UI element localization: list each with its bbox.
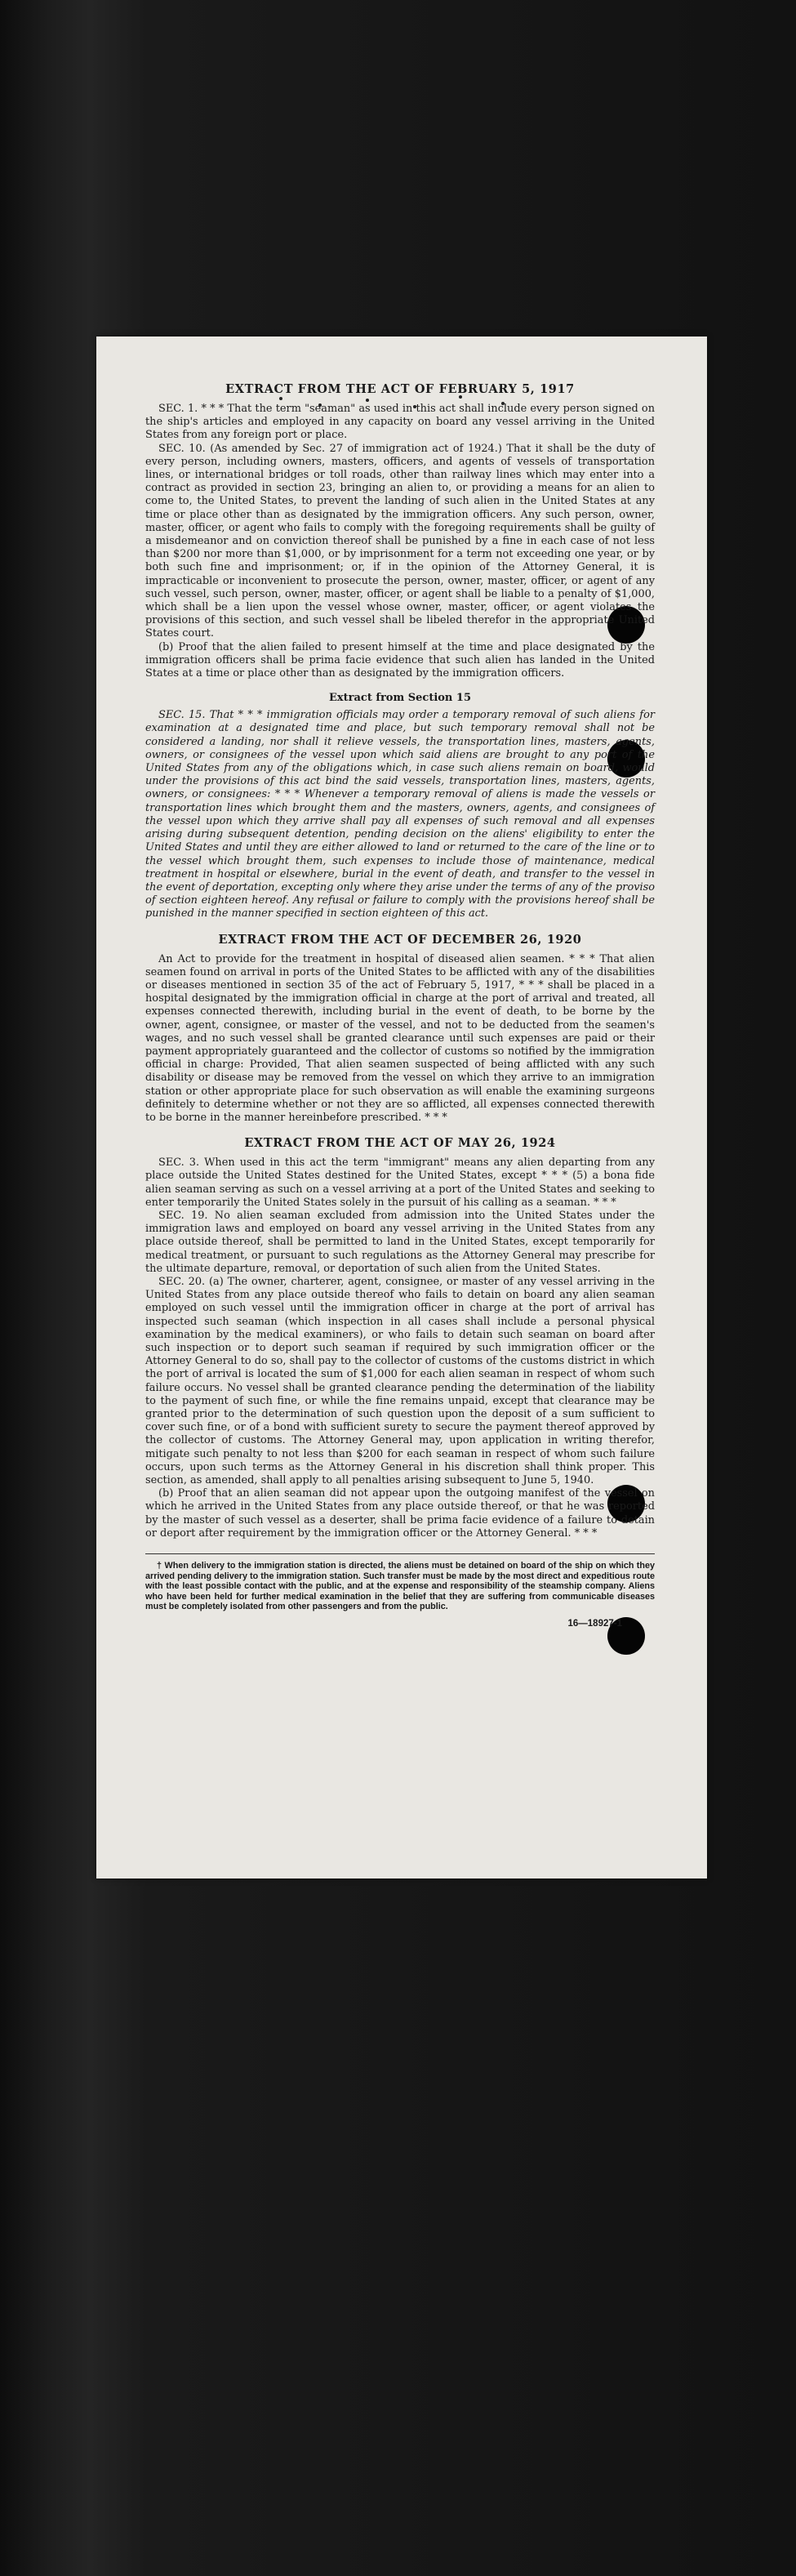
- paragraph: SEC. 20. (a) The owner, charterer, agent, consignee, or master of any vessel arriving in the United States from any place outside thereof who fails to detain on board any alien seaman employed on such vessel until the immigration officer in charge at the port of arrival has inspected such seaman (which inspection in all cases shall include a personal physical examination by the medical examiners), or who fails to detain such seaman on board after such inspection or to deport such seaman if required by such immigration officer or the Attorney General to do so, shall pay to the collector of customs of the customs district in which the port of arrival is located the sum of $1,000 for each alien seaman in respect of whom such failure occurs. No vessel shall be granted clearance pending the determination of the liability to the payment of such fine, or while the fine remains unpaid, except that clearance may be granted prior to the determination of such question upon the deposit of a sum sufficient to cover such fine, or of a bond with sufficient surety to secure the payment thereof approved by the collector of customs. The Attorney General may, upon application in writing therefor, mitigate such penalty to not less than $200 for each seaman in respect of whom such failure occurs, upon such terms as the Attorney General in his discretion shall think proper. This section, as amended, shall apply to all penalties arising subsequent to June 5, 1940.: [145, 1275, 655, 1487]
- section-extract-15: [145, 692, 655, 920]
- section-act-1920: [145, 933, 655, 1125]
- paragraph: SEC. 10. (As amended by Sec. 27 of immigration act of 1924.) That it shall be the duty of every person, including owners, masters, officers, and agents of vessels of transportation lines, or international bridges or toll roads, other than railway lines which may enter into a contract as provided in section 23, bringing an alien to, or providing a means for an alien to come to, the United States, to prevent the landing of such alien in the United States at any time or place other than as designated by the immigration officers. Any such person, owner, master, officer, or agent who fails to comply with the foregoing requirements shall be guilty of a misdemeanor and on conviction thereof shall be punished by a fine in each case of not less than $200 nor more than $1,000, or by imprisonment for a term not exceeding one year, or by both such fine and imprisonment; or, if in the opinion of the Attorney General, it is impracticable or inconvenient to prosecute the person, owner, master, officer, or agent of any such vessel, such person, owner, master, officer, or agent shall be liable to a penalty of $1,000, which shall be a lien upon the vessel whose owner, master, officer, or agent violates the provisions of this section, and such vessel shall be libeled therefor in the appropriate United States court.: [145, 442, 655, 640]
- section-heading: EXTRACT FROM THE ACT OF FEBRUARY 5, 1917: [225, 382, 575, 396]
- paragraph: (b) Proof that an alien seaman did not appear upon the outgoing manifest of the vessel on which he arrived in the United States from any place outside thereof, or that he was reported by the master of such vessel as a deserter, shall be prima facie evidence of a failure to detain or deport after requirement by the immigration officer or the Attorney General. * * *: [145, 1487, 655, 1540]
- document-id: 16—18927-1: [567, 1619, 622, 1629]
- paragraph: SEC. 15. That * * * immigration officials may order a temporary removal of such aliens for examination at a designated time and place, but such temporary removal shall not be considered a landing, nor shall it relieve vessels, the transportation lines, masters, agents, owners, or consignees of the vessel upon which said aliens are brought to any port of the United States from any of the obligations which, in case such aliens remain on board, would under the provisions of this act bind the said vessels, transportation lines, masters, agents, owners, or consignees: * * * Whenever a temporary removal of aliens is made the vessels or transportation lines which brought them and the masters, owners, agents, and consignees of the vessel upon which they arrive shall pay all expenses of such removal and all expenses arising during subsequent detention, pending decision on the aliens' eligibility to enter the United States and until they are either allowed to land or returned to the care of the line or to the vessel which brought them, such expenses to include those of maintenance, medical treatment in hospital or elsewhere, burial in the event of death, and transfer to the vessel in the event of deportation, excepting only where they arise under the terms of any of the proviso of section eighteen hereof. Any refusal or failure to comply with the provisions hereof shall be punished in the manner specified in section eighteen of this act.: [145, 709, 655, 920]
- document-body: [145, 382, 655, 1629]
- section-subheading: Extract from Section 15: [328, 692, 472, 705]
- paragraph: (b) Proof that the alien failed to present himself at the time and place designated by the immigration officers shall be prima facie evidence that such alien has landed in the United States at a time or place other than as designated by the immigration officers.: [145, 640, 655, 680]
- footnote-divider: [145, 1553, 655, 1554]
- paragraph: SEC. 19. No alien seaman excluded from admission into the United States under the immigration laws and employed on board any vessel arriving in the United States from any place outside thereof, shall be permitted to land in the United States, except temporarily for medical treatment, or pursuant to such regulations as the Attorney General may prescribe for the ultimate departure, removal, or deportation of such alien from the United States.: [145, 1209, 655, 1275]
- section-heading: EXTRACT FROM THE ACT OF DECEMBER 26, 1920: [218, 932, 582, 947]
- section-act-1917: [145, 382, 655, 680]
- paragraph: SEC. 3. When used in this act the term "immigrant" means any alien departing from any place outside the United States destined for the United States, except * * * (5) a bona fide alien seaman serving as such on a vessel arriving at a port of the United States and seeking to enter temporarily the United States solely in the pursuit of his calling as a seaman. * * *: [145, 1157, 655, 1209]
- paragraph: An Act to provide for the treatment in hospital of diseased alien seamen. * * * That alien seamen found on arrival in ports of the United States to be afflicted with any of the disabilities or diseases mentioned in section 35 of the act of February 5, 1917, * * * shall be placed in a hospital designated by the immigration official in charge at the port of arrival and treated, all expenses connected therewith, including burial in the event of death, to be borne by the owner, agent, consignee, or master of the vessel, and not to be deducted from the seamen's wages, and no such vessel shall be granted clearance until such expenses are paid or their payment appropriately guaranteed and the collector of customs so notified by the immigration official in charge: Provided, That alien seamen suspected of being afflicted with any such disability or disease may be removed from the vessel on which they arrive to an immigration station or other appropriate place for such observation as will enable the examining surgeons definitely to determine whether or not they are so afflicted, all expenses connected therewith to be borne in the manner hereinbefore prescribed. * * *: [145, 952, 655, 1124]
- footnote: † When delivery to the immigration station is directed, the aliens must be detained on board of the ship on which they arrived pending delivery to the immigration station. Such transfer must be made by the most direct and expeditious route with the least possible contact with the public, and at the expense and responsibility of the steamship company. Aliens who have been held for further medical examination in the belief that they are suffering from communicable diseases must be completely isolated from other passengers and from the public.: [145, 1561, 655, 1612]
- paragraph: SEC. 1. * * * That the term "seaman" as used in this act shall include every person signed on the ship's articles and employed in any capacity on board any vessel arriving in the United States from any foreign port or place.: [145, 403, 655, 442]
- section-act-1924: [145, 1136, 655, 1540]
- section-heading: EXTRACT FROM THE ACT OF MAY 26, 1924: [244, 1136, 556, 1151]
- document-page: [96, 336, 707, 1879]
